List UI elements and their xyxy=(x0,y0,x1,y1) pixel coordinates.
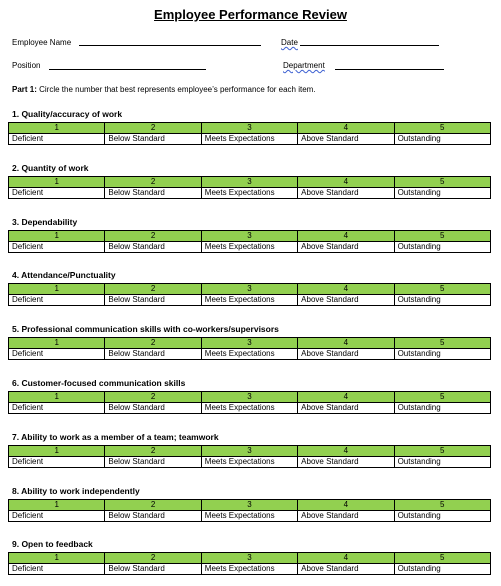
rating-option-4[interactable]: 4 xyxy=(298,446,394,457)
date-label: Date xyxy=(281,38,298,47)
rating-label-row xyxy=(9,134,491,145)
rating-label-2: Below Standard xyxy=(105,242,201,253)
rating-option-5[interactable]: 5 xyxy=(394,446,490,457)
rating-label-3: Meets Expectations xyxy=(201,457,297,468)
rating-option-1[interactable]: 1 xyxy=(9,553,105,564)
rating-option-4[interactable]: 4 xyxy=(298,284,394,295)
section-title: 9. Open to feedback xyxy=(12,539,93,549)
rating-label-4: Above Standard xyxy=(298,134,394,145)
section-title: 4. Attendance/Punctuality xyxy=(12,270,116,280)
rating-label-2: Below Standard xyxy=(105,349,201,360)
instructions xyxy=(12,85,316,95)
rating-scale-table xyxy=(8,499,491,522)
rating-label-2: Below Standard xyxy=(105,511,201,522)
employee-name-label: Employee Name xyxy=(12,38,72,47)
rating-label-2: Below Standard xyxy=(105,457,201,468)
rating-number-row xyxy=(9,338,491,349)
section-title: 8. Ability to work independently xyxy=(12,486,140,496)
rating-option-2[interactable]: 2 xyxy=(105,446,201,457)
rating-option-4[interactable]: 4 xyxy=(298,553,394,564)
rating-label-5: Outstanding xyxy=(394,511,490,522)
rating-option-1[interactable]: 1 xyxy=(9,392,105,403)
rating-option-3[interactable]: 3 xyxy=(201,284,297,295)
rating-option-2[interactable]: 2 xyxy=(105,553,201,564)
rating-label-4: Above Standard xyxy=(298,295,394,306)
rating-scale-table xyxy=(8,122,491,145)
rating-option-5[interactable]: 5 xyxy=(394,500,490,511)
rating-label-1: Deficient xyxy=(9,295,105,306)
rating-option-3[interactable]: 3 xyxy=(201,392,297,403)
rating-number-row xyxy=(9,284,491,295)
date-field[interactable] xyxy=(300,45,439,46)
rating-label-1: Deficient xyxy=(9,564,105,575)
rating-label-5: Outstanding xyxy=(394,457,490,468)
rating-label-row xyxy=(9,564,491,575)
rating-option-2[interactable]: 2 xyxy=(105,123,201,134)
rating-label-3: Meets Expectations xyxy=(201,403,297,414)
rating-option-5[interactable]: 5 xyxy=(394,123,490,134)
rating-label-5: Outstanding xyxy=(394,295,490,306)
rating-number-row xyxy=(9,446,491,457)
rating-option-5[interactable]: 5 xyxy=(394,392,490,403)
rating-option-3[interactable]: 3 xyxy=(201,123,297,134)
rating-scale-table xyxy=(8,552,491,575)
rating-option-1[interactable]: 1 xyxy=(9,284,105,295)
rating-scale-table xyxy=(8,337,491,360)
rating-option-3[interactable]: 3 xyxy=(201,446,297,457)
rating-label-5: Outstanding xyxy=(394,564,490,575)
rating-label-1: Deficient xyxy=(9,242,105,253)
rating-label-3: Meets Expectations xyxy=(201,349,297,360)
rating-label-2: Below Standard xyxy=(105,188,201,199)
section-title: 7. Ability to work as a member of a team; teamwork xyxy=(12,432,219,442)
rating-option-2[interactable]: 2 xyxy=(105,284,201,295)
rating-option-1[interactable]: 1 xyxy=(9,231,105,242)
rating-option-5[interactable]: 5 xyxy=(394,177,490,188)
rating-option-3[interactable]: 3 xyxy=(201,553,297,564)
rating-option-4[interactable]: 4 xyxy=(298,500,394,511)
rating-option-4[interactable]: 4 xyxy=(298,392,394,403)
rating-label-row xyxy=(9,403,491,414)
rating-label-4: Above Standard xyxy=(298,564,394,575)
rating-scale-table xyxy=(8,283,491,306)
rating-option-1[interactable]: 1 xyxy=(9,338,105,349)
rating-label-2: Below Standard xyxy=(105,564,201,575)
department-label: Department xyxy=(283,61,325,70)
rating-label-1: Deficient xyxy=(9,134,105,145)
instructions-text: Circle the number that best represents employee’s performance for each item. xyxy=(36,85,316,94)
rating-label-1: Deficient xyxy=(9,349,105,360)
page-title: Employee Performance Review xyxy=(154,7,347,22)
rating-label-3: Meets Expectations xyxy=(201,242,297,253)
rating-option-5[interactable]: 5 xyxy=(394,231,490,242)
section-title: 2. Quantity of work xyxy=(12,163,89,173)
rating-label-3: Meets Expectations xyxy=(201,511,297,522)
rating-option-5[interactable]: 5 xyxy=(394,553,490,564)
rating-number-row xyxy=(9,500,491,511)
rating-number-row xyxy=(9,231,491,242)
position-field[interactable] xyxy=(49,69,206,70)
rating-option-2[interactable]: 2 xyxy=(105,177,201,188)
position-label: Position xyxy=(12,61,41,70)
rating-label-1: Deficient xyxy=(9,403,105,414)
rating-option-3[interactable]: 3 xyxy=(201,177,297,188)
rating-number-row xyxy=(9,392,491,403)
rating-label-row xyxy=(9,511,491,522)
rating-label-4: Above Standard xyxy=(298,349,394,360)
rating-label-1: Deficient xyxy=(9,188,105,199)
rating-scale-table xyxy=(8,230,491,253)
rating-scale-table xyxy=(8,176,491,199)
rating-label-4: Above Standard xyxy=(298,403,394,414)
section-title: 1. Quality/accuracy of work xyxy=(12,109,123,119)
rating-option-4[interactable]: 4 xyxy=(298,177,394,188)
rating-label-5: Outstanding xyxy=(394,242,490,253)
rating-option-5[interactable]: 5 xyxy=(394,338,490,349)
section-title: 6. Customer-focused communication skills xyxy=(12,378,186,388)
rating-label-4: Above Standard xyxy=(298,457,394,468)
rating-option-2[interactable]: 2 xyxy=(105,392,201,403)
rating-option-1[interactable]: 1 xyxy=(9,177,105,188)
rating-label-2: Below Standard xyxy=(105,134,201,145)
rating-label-row xyxy=(9,242,491,253)
rating-option-2[interactable]: 2 xyxy=(105,338,201,349)
rating-scale-table xyxy=(8,391,491,414)
rating-label-4: Above Standard xyxy=(298,242,394,253)
rating-label-row xyxy=(9,295,491,306)
rating-label-4: Above Standard xyxy=(298,188,394,199)
rating-option-2[interactable]: 2 xyxy=(105,500,201,511)
rating-option-4[interactable]: 4 xyxy=(298,231,394,242)
rating-option-5[interactable]: 5 xyxy=(394,284,490,295)
rating-label-4: Above Standard xyxy=(298,511,394,522)
rating-option-1[interactable]: 1 xyxy=(9,123,105,134)
rating-label-row xyxy=(9,457,491,468)
rating-option-1[interactable]: 1 xyxy=(9,446,105,457)
rating-number-row xyxy=(9,553,491,564)
part-label: Part 1: xyxy=(12,85,37,94)
rating-option-2[interactable]: 2 xyxy=(105,231,201,242)
rating-label-5: Outstanding xyxy=(394,349,490,360)
rating-label-2: Below Standard xyxy=(105,403,201,414)
rating-label-1: Deficient xyxy=(9,511,105,522)
rating-label-3: Meets Expectations xyxy=(201,295,297,306)
rating-label-5: Outstanding xyxy=(394,188,490,199)
rating-option-3[interactable]: 3 xyxy=(201,500,297,511)
rating-option-3[interactable]: 3 xyxy=(201,338,297,349)
rating-option-1[interactable]: 1 xyxy=(9,500,105,511)
section-title: 3. Dependability xyxy=(12,217,78,227)
rating-option-4[interactable]: 4 xyxy=(298,338,394,349)
department-field[interactable] xyxy=(335,69,444,70)
rating-label-5: Outstanding xyxy=(394,403,490,414)
rating-scale-table xyxy=(8,445,491,468)
rating-label-3: Meets Expectations xyxy=(201,564,297,575)
rating-label-1: Deficient xyxy=(9,457,105,468)
rating-label-3: Meets Expectations xyxy=(201,134,297,145)
rating-label-5: Outstanding xyxy=(394,134,490,145)
rating-label-3: Meets Expectations xyxy=(201,188,297,199)
rating-label-2: Below Standard xyxy=(105,295,201,306)
employee-name-field[interactable] xyxy=(79,45,261,46)
rating-label-row xyxy=(9,349,491,360)
rating-option-3[interactable]: 3 xyxy=(201,231,297,242)
rating-label-row xyxy=(9,188,491,199)
rating-option-4[interactable]: 4 xyxy=(298,123,394,134)
rating-number-row xyxy=(9,123,491,134)
section-title: 5. Professional communication skills with co-workers/supervisors xyxy=(12,324,279,334)
rating-number-row xyxy=(9,177,491,188)
